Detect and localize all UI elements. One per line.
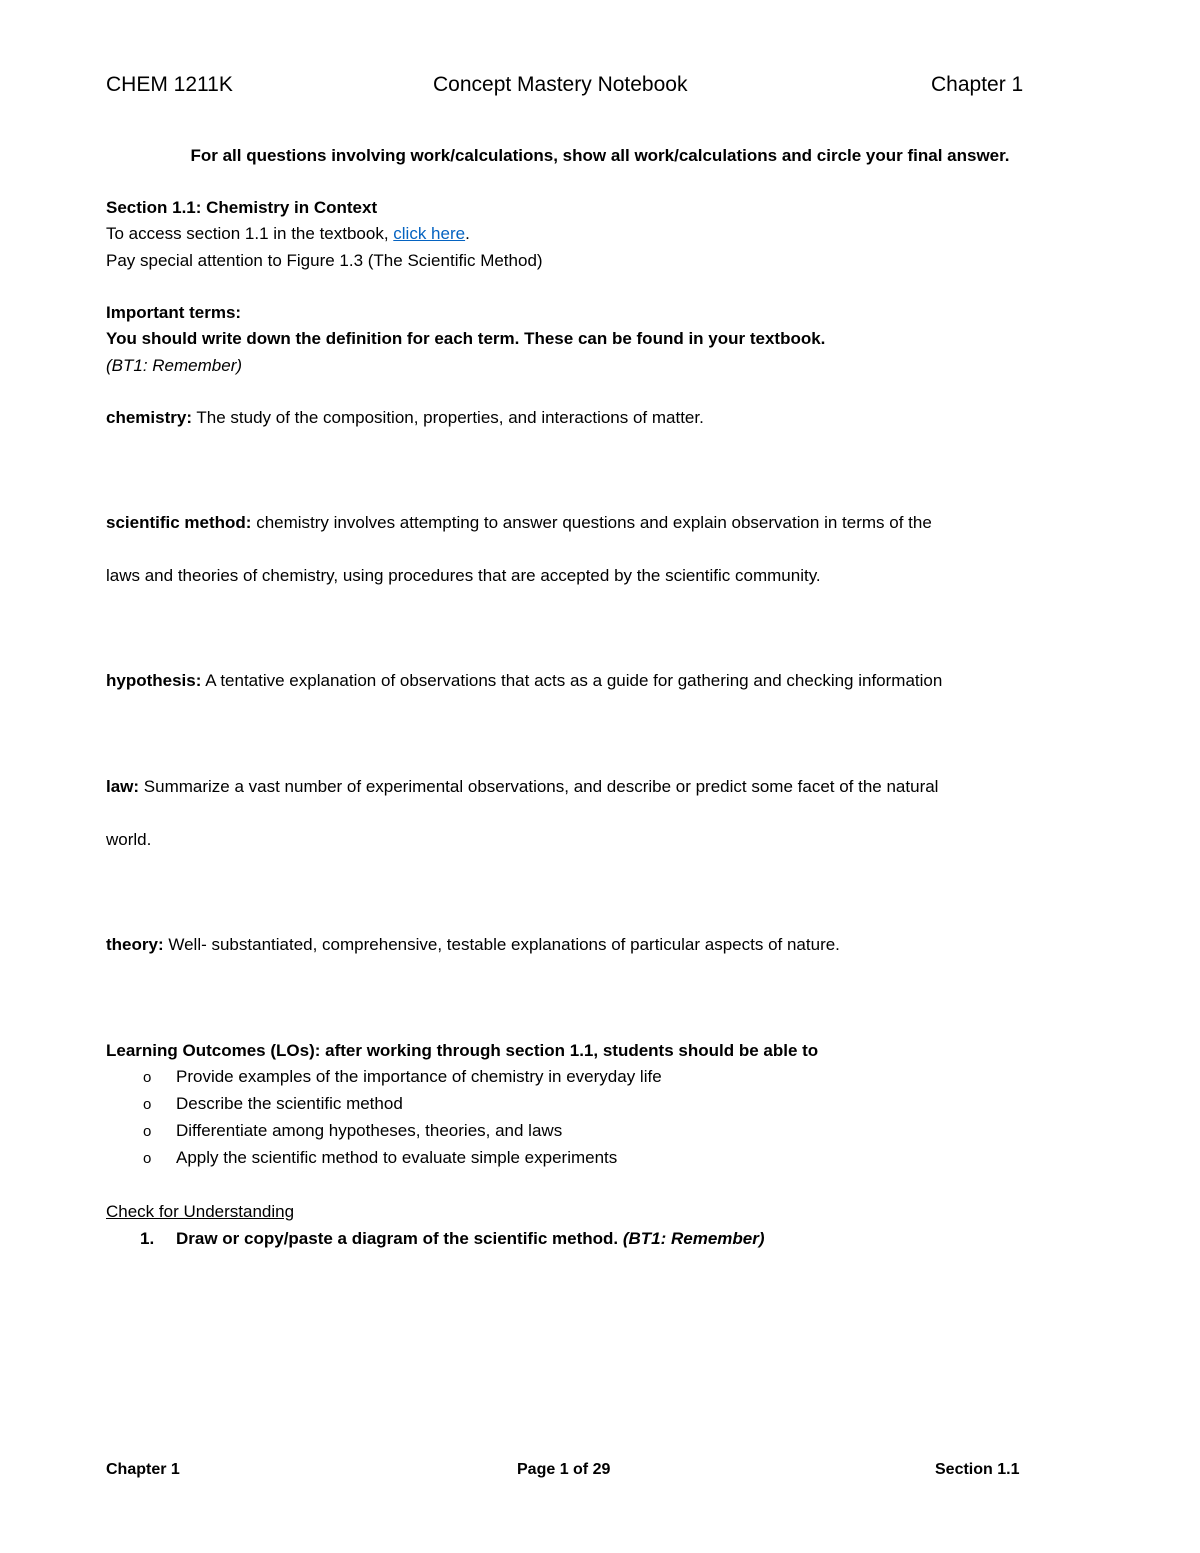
footer-page: Page 1 of 29 [517, 1461, 611, 1478]
term-label: chemistry: [106, 408, 192, 427]
term-theory [106, 935, 840, 955]
term-label: theory: [106, 935, 164, 954]
lo-item: Provide examples of the importance of chemistry in everyday life [176, 1067, 662, 1086]
bullet-marker: o [143, 1069, 152, 1086]
header-course: CHEM 1211K [106, 73, 233, 96]
access-line [106, 224, 470, 244]
bullet-marker: o [143, 1123, 152, 1140]
term-definition: A tentative explanation of observations that acts as a guide for gathering and checking information [201, 671, 943, 690]
instructions: For all questions involving work/calculations, show all work/calculations and circle your final answer. [190, 146, 1010, 165]
lo-item: Describe the scientific method [176, 1094, 403, 1113]
term-definition: Well- substantiated, comprehensive, testable explanations of particular aspects of nature. [163, 935, 840, 954]
terms-heading: Important terms: [106, 303, 242, 322]
term-scientific-method [106, 513, 932, 533]
click-here-link[interactable]: click here [393, 224, 466, 243]
lo-item: Apply the scientific method to evaluate simple experiments [176, 1148, 618, 1167]
learning-outcomes-heading: Learning Outcomes (LOs): after working through section 1.1, students should be able to [106, 1041, 819, 1060]
header-chapter: Chapter 1 [931, 73, 1024, 96]
term-law [106, 777, 938, 797]
terms-instruction: You should write down the definition for each term. These can be found in your textbook. [106, 329, 826, 348]
header-title: Concept Mastery Notebook [433, 73, 688, 96]
footer-chapter: Chapter 1 [106, 1461, 180, 1478]
term-law-cont: world. [106, 830, 152, 849]
footer-section: Section 1.1 [935, 1461, 1020, 1478]
question-bloom: (BT1: Remember) [622, 1229, 765, 1248]
term-scientific-method-cont: laws and theories of chemistry, using procedures that are accepted by the scientific community. [106, 566, 821, 585]
term-definition: The study of the composition, properties, and interactions of matter. [191, 408, 704, 427]
access-prefix: To access section 1.1 in the textbook, [106, 224, 394, 243]
question-number: 1. [140, 1229, 155, 1248]
terms-bloom: (BT1: Remember) [106, 356, 243, 375]
term-definition: Summarize a vast number of experimental observations, and describe or predict some facet of the natural [139, 777, 939, 796]
term-label: scientific method: [106, 513, 252, 532]
check-heading: Check for Understanding [106, 1202, 295, 1221]
bullet-marker: o [143, 1150, 152, 1167]
question-1 [176, 1229, 765, 1249]
lo-item: Differentiate among hypotheses, theories, and laws [176, 1121, 563, 1140]
attention-line: Pay special attention to Figure 1.3 (The Scientific Method) [106, 251, 543, 270]
section-title: Section 1.1: Chemistry in Context [106, 198, 378, 217]
term-hypothesis [106, 671, 942, 691]
term-label: hypothesis: [106, 671, 202, 690]
term-definition: chemistry involves attempting to answer questions and explain observation in terms of the [251, 513, 932, 532]
access-suffix: . [465, 224, 470, 243]
term-label: law: [106, 777, 140, 796]
bullet-marker: o [143, 1096, 152, 1113]
question-text: Draw or copy/paste a diagram of the scientific method. [176, 1229, 623, 1248]
term-chemistry [106, 408, 704, 428]
